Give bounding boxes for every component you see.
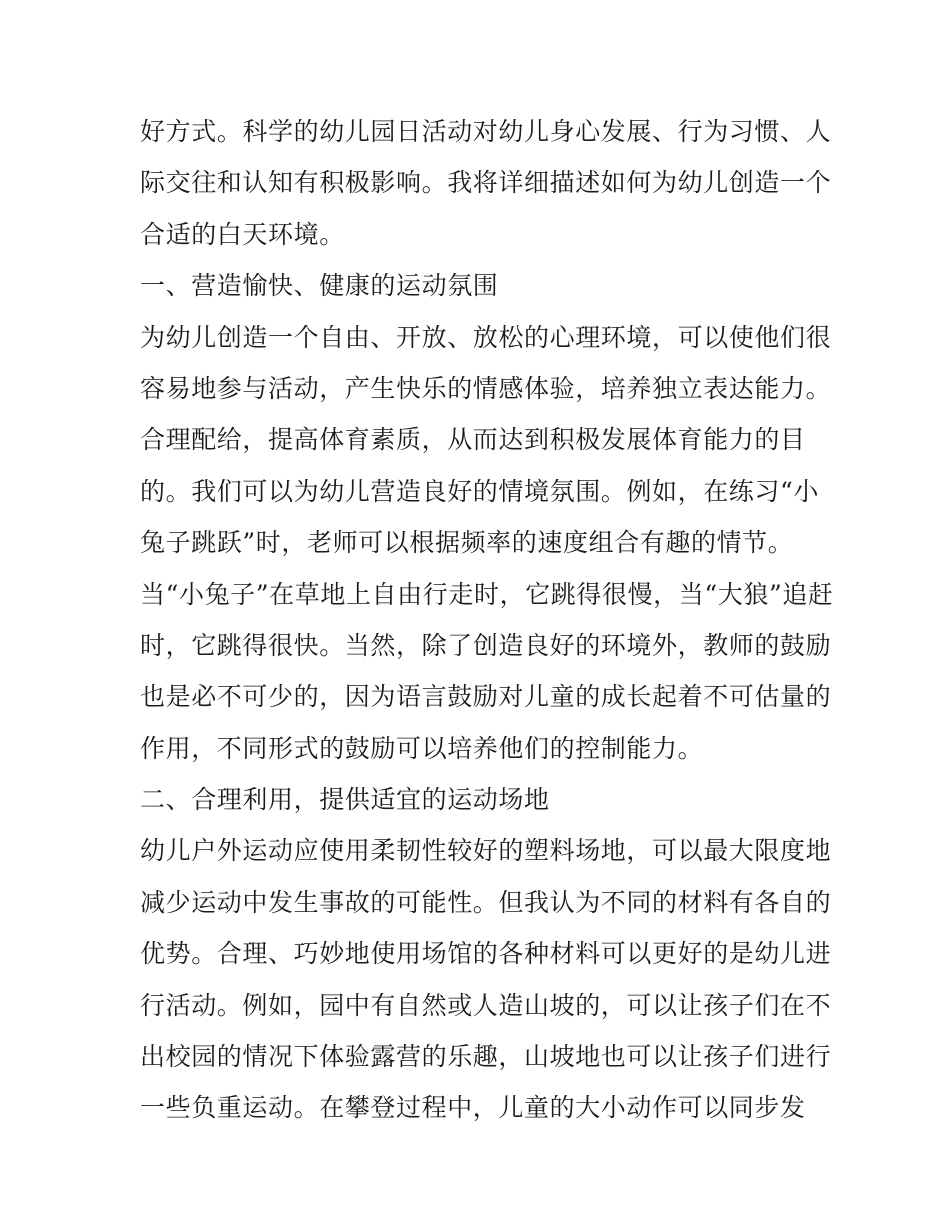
text-line: 行活动。例如，园中有自然或人造山坡的，可以让孩子们在不 [140, 990, 832, 1020]
text-line: 合适的白天环境。 [140, 219, 345, 249]
text-line: 优势。合理、巧妙地使用场馆的各种材料可以更好的是幼儿进 [140, 939, 832, 969]
text-line: 容易地参与活动，产生快乐的情感体验，培养独立表达能力。 [140, 373, 832, 403]
text-line: 出校园的情况下体验露营的乐趣，山坡地也可以让孩子们进行 [140, 1042, 832, 1072]
text-line: 时，它跳得很快。当然，除了创造良好的环境外，教师的鼓励 [140, 630, 832, 660]
text-line: 一些负重运动。在攀登过程中，儿童的大小动作可以同步发 [140, 1093, 806, 1123]
text-line: 为幼儿创造一个自由、开放、放松的心理环境，可以使他们很 [140, 322, 832, 352]
text-line: 减少运动中发生事故的可能性。但我认为不同的材料有各自的 [140, 887, 832, 917]
text-line: 际交往和认知有积极影响。我将详细描述如何为幼儿创造一个 [140, 168, 832, 198]
text-line: 合理配给，提高体育素质，从而达到积极发展体育能力的目 [140, 425, 806, 455]
text-line: 作用，不同形式的鼓励可以培养他们的控制能力。 [140, 733, 704, 763]
text-line: 当“小兔子”在草地上自由行走时，它跳得很慢，当“大狼”追赶 [140, 579, 834, 609]
section-heading-1: 一、营造愉快、健康的运动氛围 [140, 271, 499, 301]
text-line: 好方式。科学的幼儿园日活动对幼儿身心发展、行为习惯、人 [140, 117, 832, 146]
text-line: 也是必不可少的，因为语言鼓励对儿童的成长起着不可估量的 [140, 682, 832, 712]
text-line: 兔子跳跃”时，老师可以根据频率的速度组合有趣的情节。 [140, 528, 794, 558]
body-text [140, 106, 834, 1134]
text-line: 的。我们可以为幼儿营造良好的情境氛围。例如，在练习“小 [140, 476, 819, 506]
text-line: 幼儿户外运动应使用柔韧性较好的塑料场地，可以最大限度地 [140, 836, 832, 866]
section-heading-2: 二、合理利用，提供适宜的运动场地 [140, 785, 550, 815]
